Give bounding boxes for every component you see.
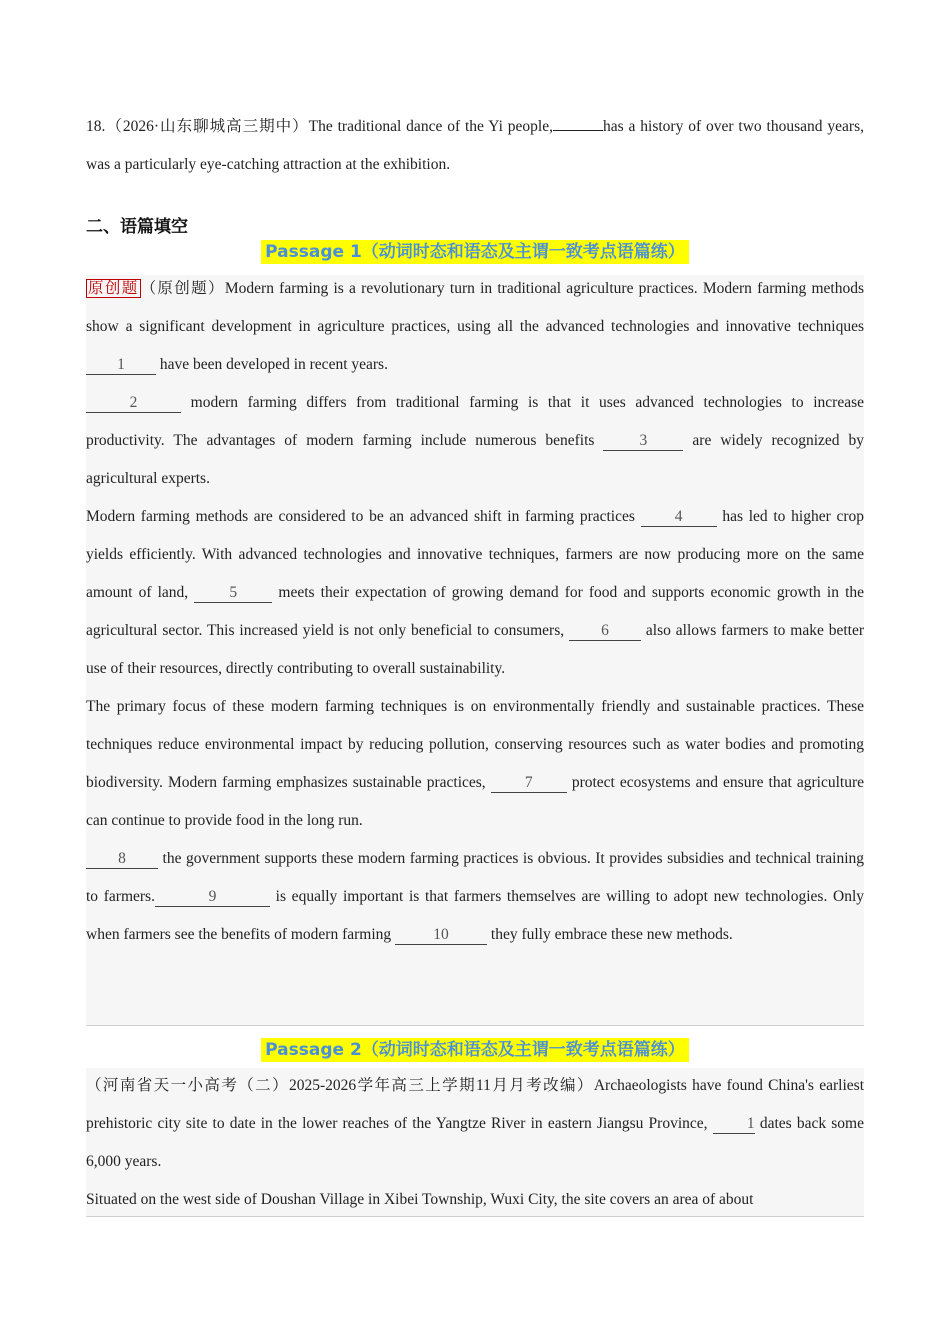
blank-5[interactable]: 5 [194, 584, 272, 603]
question-18-text-start: 18.（2026·山东聊城高三期中）The traditional dance of the Yi people, [86, 118, 553, 135]
blank-10[interactable]: 10 [395, 926, 487, 945]
question-18 [86, 108, 864, 184]
paragraph-text: Modern farming is a revolutionary turn in traditional agriculture practices. Modern farming methods show a significant development in agriculture practices, using all the advanced technologies and innovative techniques [86, 280, 864, 335]
passage-2-title-text: Passage 2（动词时态和语态及主谓一致考点语篇练） [261, 1038, 689, 1062]
paragraph-text: meets their expectation of growing demand for food and supports economic growth in the agricultural sector. This increased yield is not only beneficial to consumers, [86, 584, 865, 639]
passage-2-text [86, 1067, 864, 1219]
passage-1-paragraph-2 [86, 384, 864, 498]
blank-3[interactable]: 3 [603, 432, 683, 451]
passage-1-paragraph-4 [86, 688, 864, 840]
question-18-blank[interactable] [553, 116, 603, 131]
paragraph-text: they fully embrace these new methods. [487, 926, 733, 943]
original-question-stamp: 原创题 [88, 280, 139, 297]
blank-6[interactable]: 6 [569, 622, 641, 641]
paragraph-text: Archaeologists have found China's earliest prehistoric city site to date in the lower reaches of the Yangtze River in eastern Jiangsu Province, [86, 1077, 865, 1132]
paragraph-text: protect ecosystems and ensure that agriculture can continue to provide food in the long run. [86, 774, 865, 829]
section-title: 二、语篇填空 [86, 217, 188, 237]
question-18-text-end: has a history of over two thousand years, was a particularly eye-catching attraction at the exhibition. [86, 118, 864, 173]
blank-8[interactable]: 8 [86, 850, 158, 869]
passage-2-paragraph-2: Situated on the west side of Doushan Village in Xibei Township, Wuxi City, the site covers an area of about [86, 1191, 754, 1208]
passage-2-blank-1[interactable]: 1 [713, 1115, 755, 1134]
paragraph-text: has led to higher crop yields efficiently. With advanced technologies and innovative techniques, farmers are now producing more on the same amount of land, [86, 508, 864, 601]
passage-2-title [86, 1035, 864, 1060]
paragraph-text: The primary focus of these modern farming techniques is on environmentally friendly and sustainable practices. These techniques reduce environmental impact by reducing pollution, conserving resources such as water bodies and promoting biodiversity. Modern farming emphasizes sustainable practices, [86, 698, 864, 791]
passage-1-paragraph-3 [86, 498, 864, 688]
passage-1-paragraph-1 [86, 270, 864, 384]
paragraph-text: the government supports these modern farming practices is obvious. It provides subsidies and technical training to farmers. [86, 850, 864, 905]
paragraph-text: have been developed in recent years. [156, 356, 388, 373]
blank-4[interactable]: 4 [641, 508, 717, 527]
paragraph-text: also allows farmers to make better use of their resources, directly contributing to overall sustainability. [86, 622, 864, 677]
blank-1[interactable]: 1 [86, 356, 156, 375]
paragraph-text: Modern farming methods are considered to be an advanced shift in farming practices [86, 508, 641, 525]
blank-2[interactable]: 2 [86, 394, 181, 413]
passage-1-paragraph-5 [86, 840, 864, 954]
blank-9[interactable]: 9 [155, 888, 270, 907]
passage-1-source: （原创题） [140, 280, 225, 297]
passage-1-title-text: Passage 1（动词时态和语态及主谓一致考点语篇练） [261, 240, 689, 264]
paragraph-text: are widely recognized by agricultural experts. [86, 432, 865, 487]
passage-1-text [86, 270, 864, 954]
passage-2-source: （河南省天一小高考（二）2025-2026学年高三上学期11月月考改编） [86, 1077, 594, 1094]
paragraph-text: dates back some 6,000 years. [86, 1115, 864, 1170]
passage-1-title [86, 237, 864, 262]
passage-2-paragraph-1 [86, 1067, 864, 1181]
paragraph-text: is equally important is that farmers themselves are willing to adopt new technologies. Only when farmers see the benefits of modern farming [86, 888, 865, 943]
blank-7[interactable]: 7 [491, 774, 567, 793]
paragraph-text: modern farming differs from traditional farming is that it uses advanced technologies to increase productivity. The advantages of modern farming include numerous benefits [86, 394, 864, 449]
